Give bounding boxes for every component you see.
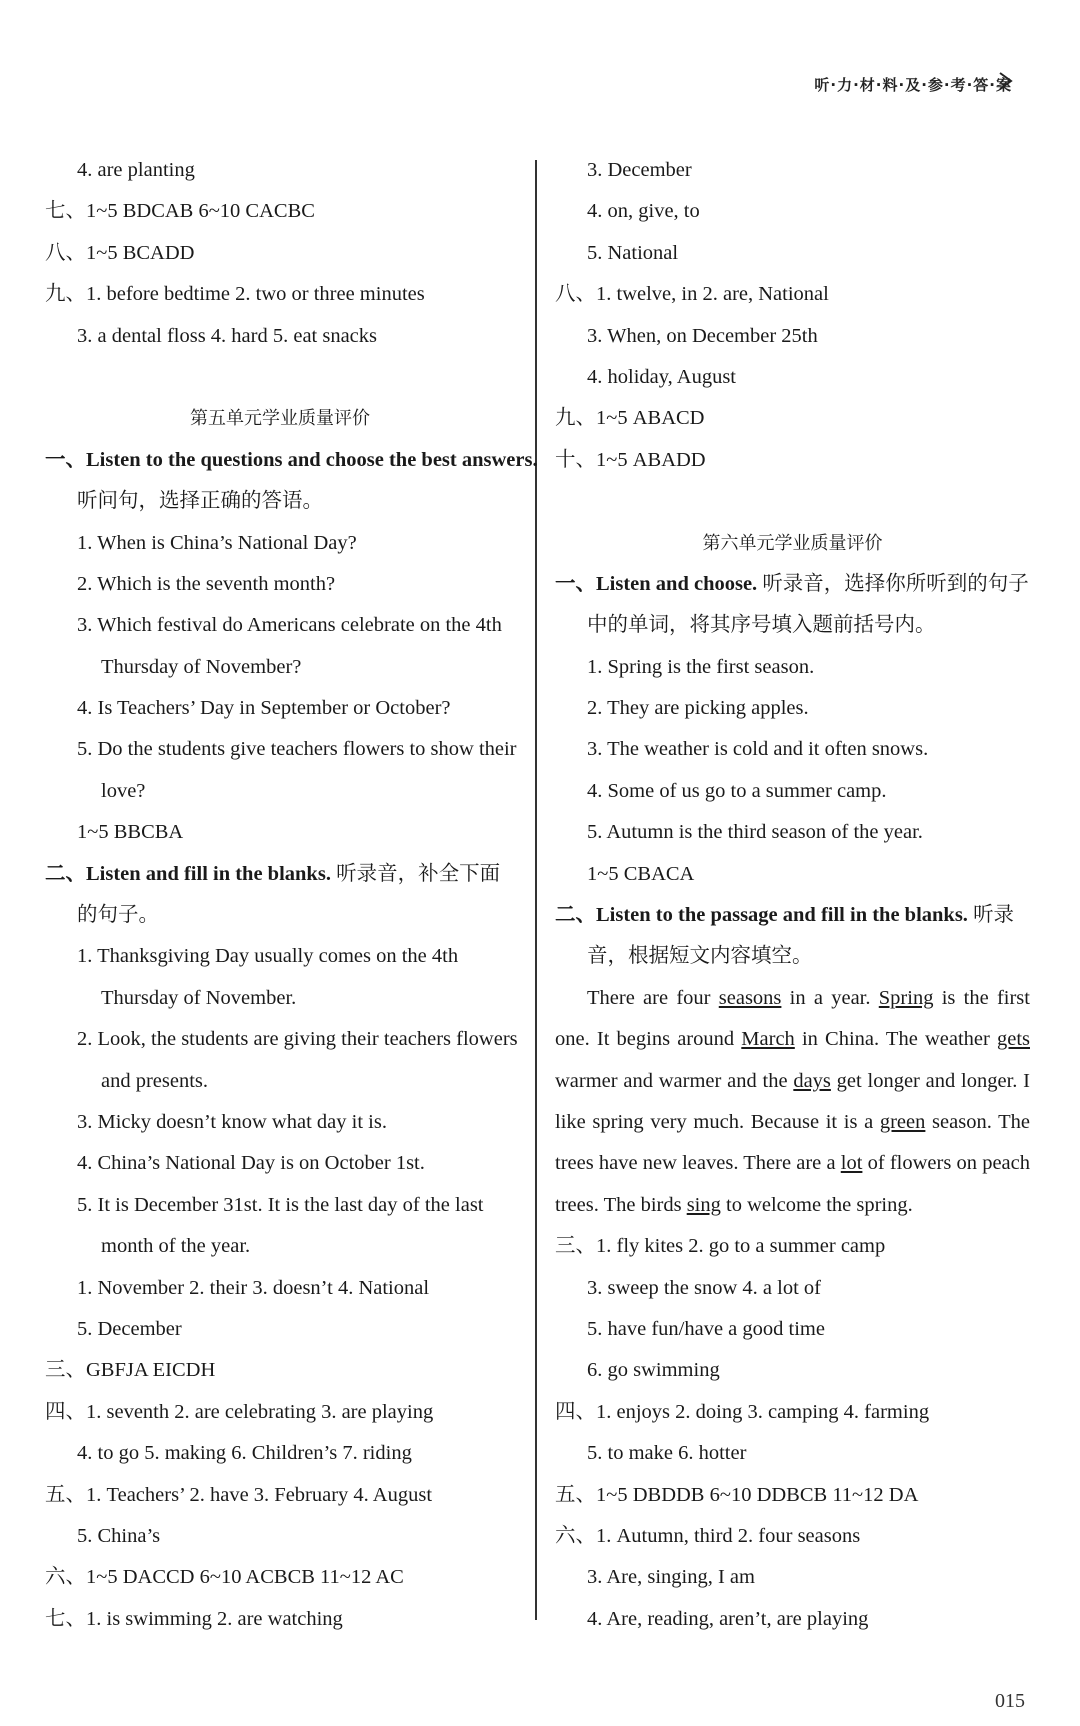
question-line: 4. Is Teachers’ Day in September or October? (77, 697, 451, 720)
answer-line: 八、1~5 BCADD (45, 241, 195, 264)
answer-line: 3. December (587, 159, 692, 181)
answer-line: 6. go swimming (587, 1359, 720, 1382)
question-line: 5. Do the students give teachers flowers to show their (77, 738, 517, 761)
answer-line: 1. November 2. their 3. doesn’t 4. National (77, 1276, 430, 1299)
question-line: 1. When is China’s National Day? (77, 531, 357, 554)
answer-line: 4. are planting (77, 159, 195, 181)
answer-line: 4. Are, reading, aren’t, are playing (587, 1607, 869, 1630)
answer-line: 3. sweep the snow 4. a lot of (587, 1276, 821, 1299)
answer-line: 五、1~5 DBDDB 6~10 DDBCB 11~12 DA (555, 1483, 919, 1506)
blank-answer: March (741, 1028, 795, 1051)
question-line: Thursday of November? (101, 655, 302, 678)
question-line: 2. Look, the students are giving their teachers flowers (77, 1028, 518, 1051)
section-heading: 二、Listen and fill in the blanks. 听录音，补全下面 (45, 862, 501, 885)
answer-line: 七、1. is swimming 2. are watching (45, 1607, 343, 1630)
answer-line: 4. holiday, August (587, 365, 737, 388)
blank-answer: sing (686, 1193, 721, 1216)
answer-line: 1~5 BBCBA (77, 821, 184, 844)
passage-paragraph: There are four seasons in a year. Spring is the first one. It begins around March in China. The weather gets warmer and warmer and the days get longer and longer. I like spring very much. Because it is a green season. The trees have new leaves. There are a lot of flowers on peach trees. The birds sing to welcome the spring. (555, 986, 1030, 1216)
question-line: Thursday of November. (101, 986, 297, 1009)
unit-6-title: 第六单元学业质量评价 (702, 532, 883, 554)
right-column (555, 150, 1030, 1640)
blank-answer: days (793, 1069, 831, 1092)
answer-line: 3. When, on December 25th (587, 324, 818, 347)
column-divider (535, 160, 537, 1620)
answer-line: 五、1. Teachers’ 2. have 3. February 4. August (45, 1483, 433, 1506)
section-heading-cn: 的句子。 (77, 904, 159, 927)
answer-line: 5. China’s (77, 1524, 161, 1547)
section-heading: 一、Listen and choose. 听录音，选择你所听到的句子 (555, 572, 1029, 595)
blank-answer: gets (996, 1028, 1030, 1051)
section-heading-cn: 中的单词，将其序号填入题前括号内。 (587, 614, 936, 637)
question-line: 3. Which festival do Americans celebrate on the 4th (77, 614, 502, 637)
answer-line: 六、1. Autumn, third 2. four seasons (555, 1524, 861, 1547)
answer-line: 3. Are, singing, I am (587, 1566, 755, 1589)
chevron-right-icon (996, 72, 1014, 90)
blank-answer: Spring (878, 986, 934, 1009)
question-line: 4. China’s National Day is on October 1st. (77, 1152, 425, 1175)
answer-line: 四、1. seventh 2. are celebrating 3. are playing (45, 1400, 434, 1423)
answer-line: 5. have fun/have a good time (587, 1318, 825, 1341)
page-number: 015 (995, 1690, 1025, 1712)
answer-line: 七、1~5 BDCAB 6~10 CACBC (45, 200, 315, 223)
answer-line: 九、1. before bedtime 2. two or three minutes (45, 283, 425, 306)
answer-line: 四、1. enjoys 2. doing 3. camping 4. farming (555, 1400, 930, 1423)
blank-answer: lot (840, 1152, 863, 1175)
answer-line: 三、GBFJA EICDH (45, 1359, 216, 1382)
question-line: 1. Spring is the first season. (587, 655, 815, 678)
unit-5-title: 第五单元学业质量评价 (190, 408, 370, 430)
page-header-title: 听·力·材·料·及·参·考·答·案 (814, 76, 1012, 94)
answer-line: 5. National (587, 241, 679, 264)
answer-line: 4. on, give, to (587, 200, 700, 223)
question-line: 3. The weather is cold and it often snows. (587, 738, 929, 761)
question-line: 5. It is December 31st. It is the last day of the last (77, 1193, 484, 1216)
answer-line: 十、1~5 ABADD (555, 448, 706, 471)
question-line: and presents. (101, 1069, 209, 1092)
question-line: 2. Which is the seventh month? (77, 572, 336, 595)
answer-line: 5. December (77, 1317, 182, 1340)
question-line: 4. Some of us go to a summer camp. (587, 779, 887, 802)
question-line: 5. Autumn is the third season of the year. (587, 821, 923, 844)
question-line: month of the year. (101, 1235, 251, 1258)
answer-line: 1~5 CBACA (587, 862, 695, 885)
section-heading-cn: 听问句，选择正确的答语。 (77, 490, 323, 513)
answer-line: 九、1~5 ABACD (555, 407, 705, 430)
blank-answer: seasons (718, 986, 782, 1009)
answer-line: 5. to make 6. hotter (587, 1442, 747, 1465)
section-heading: 二、Listen to the passage and fill in the blanks. 听录 (555, 904, 1015, 927)
answer-line: 六、1~5 DACCD 6~10 ACBCB 11~12 AC (45, 1566, 404, 1589)
question-line: 1. Thanksgiving Day usually comes on the 4th (77, 945, 459, 968)
answer-line: 4. to go 5. making 6. Children’s 7. riding (77, 1442, 412, 1465)
answer-line: 八、1. twelve, in 2. are, National (555, 283, 829, 306)
answer-line: 3. a dental floss 4. hard 5. eat snacks (77, 324, 378, 347)
question-line: 3. Micky doesn’t know what day it is. (77, 1110, 387, 1133)
answer-line: 三、1. fly kites 2. go to a summer camp (555, 1235, 886, 1258)
blank-answer: green (879, 1111, 926, 1134)
question-line: 2. They are picking apples. (587, 697, 809, 720)
section-heading: 一、Listen to the questions and choose the best answers. (45, 448, 538, 471)
question-line: love? (101, 779, 146, 802)
section-heading-cn: 音，根据短文内容填空。 (587, 945, 813, 968)
left-column (45, 150, 538, 1640)
